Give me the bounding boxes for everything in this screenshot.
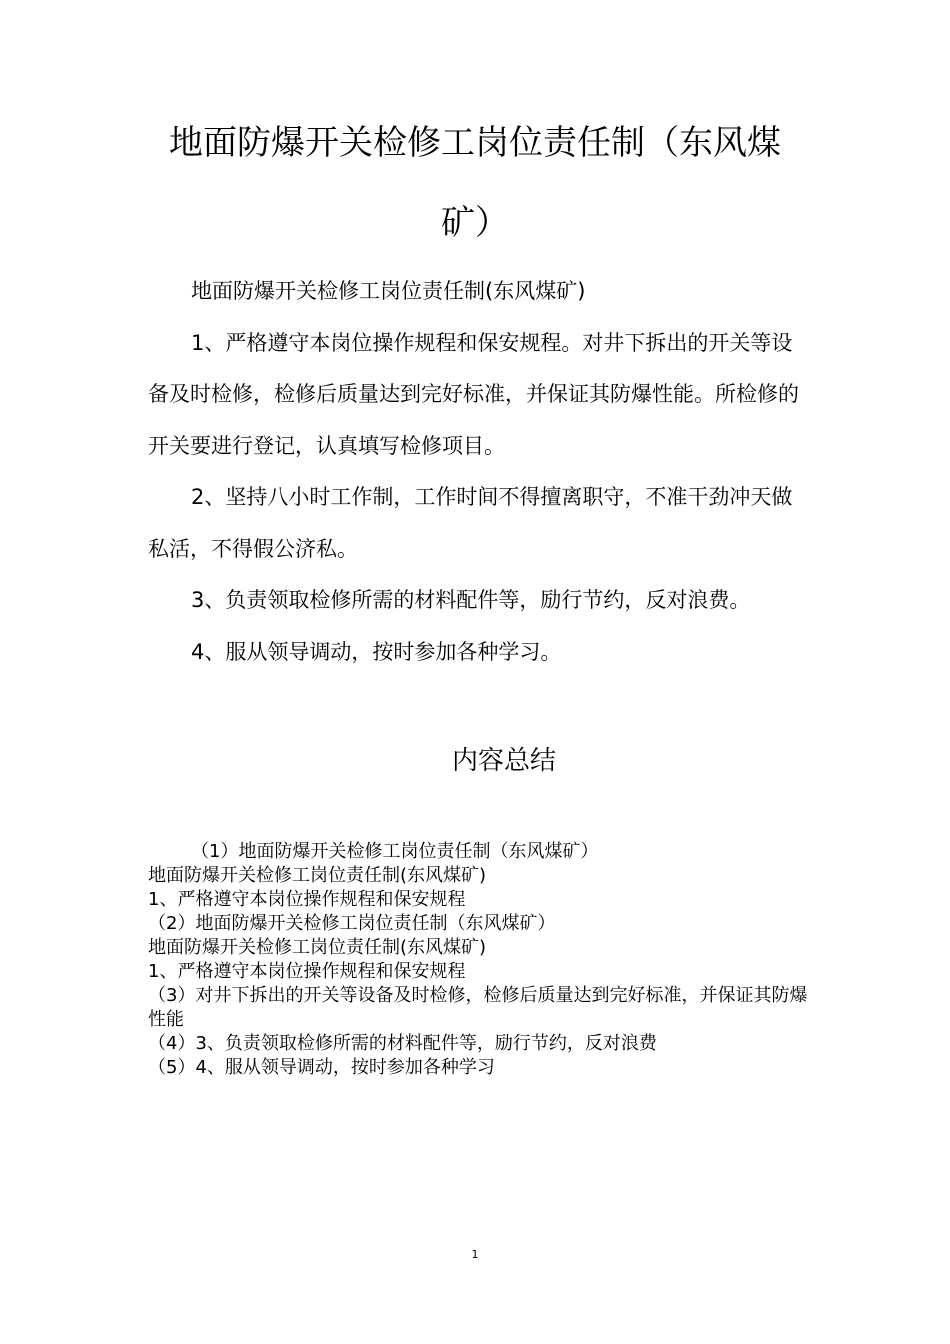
page-number: 1	[471, 1248, 479, 1261]
paragraph-item-1: 1、严格遵守本岗位操作规程和保安规程。对井下拆出的开关等设备及时检修，检修后质量达到完好标准，并保证其防爆性能。所检修的开关要进行登记，认真填写检修项目。	[148, 330, 799, 458]
summary-line: （2）地面防爆开关检修工岗位责任制（东风煤矿）	[148, 913, 556, 934]
paragraph-item-4: 4、服从领导调动，按时参加各种学习。	[191, 639, 562, 664]
summary-list	[148, 840, 808, 1080]
paragraph-heading: 地面防爆开关检修工岗位责任制(东风煤矿)	[191, 279, 586, 303]
summary-heading: 内容总结	[451, 746, 556, 776]
summary-line: 1、严格遵守本岗位操作规程和保安规程	[148, 961, 466, 982]
document-body	[148, 266, 802, 678]
summary-line: （3）对井下拆出的开关等设备及时检修，检修后质量达到完好标准，并保证其防爆性能	[148, 985, 808, 1030]
summary-line: 1、严格遵守本岗位操作规程和保安规程	[148, 889, 466, 910]
paragraph-item-3: 3、负责领取检修所需的材料配件等，励行节约，反对浪费。	[191, 588, 751, 612]
summary-line: 地面防爆开关检修工岗位责任制(东风煤矿)	[148, 865, 487, 886]
paragraph-item-2: 2、坚持八小时工作制，工作时间不得擅离职守，不准干劲冲天做私活，不得假公济私。	[148, 485, 793, 561]
summary-line: 地面防爆开关检修工岗位责任制(东风煤矿)	[148, 937, 487, 958]
summary-line: （4）3、负责领取检修所需的材料配件等，励行节约，反对浪费	[148, 1033, 657, 1054]
document-title: 地面防爆开关检修工岗位责任制（东风煤矿）	[169, 123, 781, 243]
summary-line: （1）地面防爆开关检修工岗位责任制（东风煤矿）	[191, 841, 599, 862]
summary-line: （5）4、服从领导调动，按时参加各种学习	[148, 1057, 495, 1078]
